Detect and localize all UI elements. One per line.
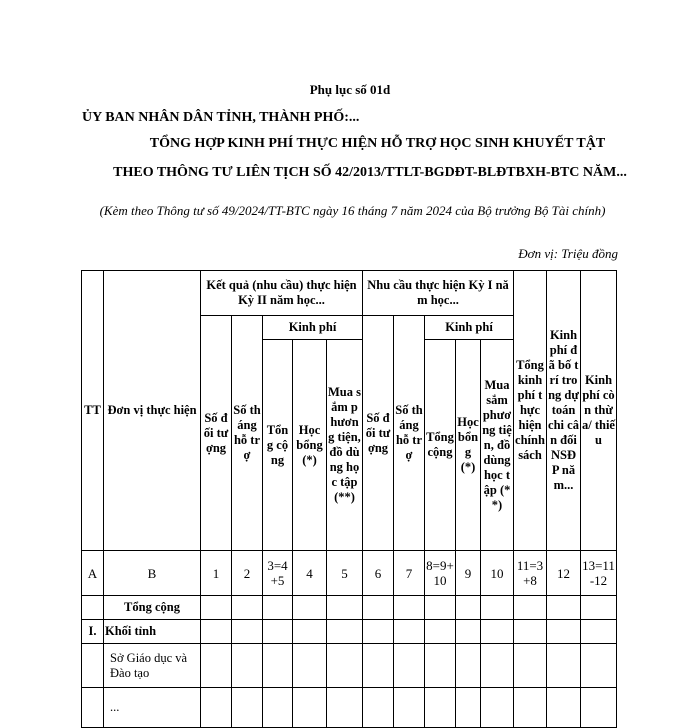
empty-cell — [456, 596, 481, 620]
header-surplus: Kinh phí còn thừa/ thiếu — [581, 271, 617, 551]
num-cell: 13=11-12 — [581, 551, 617, 596]
empty-cell — [425, 620, 456, 644]
empty-cell — [514, 688, 547, 728]
empty-cell — [363, 620, 394, 644]
row-name: Khối tỉnh — [104, 620, 201, 644]
empty-cell — [263, 596, 293, 620]
empty-cell — [327, 596, 363, 620]
empty-cell — [201, 688, 232, 728]
header-total-2: Tổng cộng — [425, 340, 456, 551]
empty-cell — [481, 688, 514, 728]
empty-cell — [293, 688, 327, 728]
empty-cell — [547, 596, 581, 620]
empty-cell — [481, 644, 514, 688]
empty-cell — [581, 620, 617, 644]
header-months-2: Số tháng hỗ trợ — [394, 316, 425, 551]
table-row — [82, 688, 617, 728]
title-line-2: THEO THÔNG TƯ LIÊN TỊCH SỐ 42/2013/TTLT-BGDĐT-BLĐTBXH-BTC NĂM... — [113, 165, 627, 180]
empty-cell — [327, 644, 363, 688]
num-cell: A — [82, 551, 104, 596]
num-cell: 4 — [293, 551, 327, 596]
num-cell: 6 — [363, 551, 394, 596]
empty-cell — [263, 688, 293, 728]
num-cell: 5 — [327, 551, 363, 596]
empty-cell — [293, 596, 327, 620]
empty-cell — [293, 644, 327, 688]
empty-cell — [514, 596, 547, 620]
empty-cell — [363, 644, 394, 688]
num-cell: 10 — [481, 551, 514, 596]
empty-cell — [481, 596, 514, 620]
empty-cell — [456, 644, 481, 688]
empty-cell — [456, 688, 481, 728]
table-row — [82, 620, 617, 644]
table-row — [82, 596, 617, 620]
empty-cell — [425, 644, 456, 688]
num-cell: 7 — [394, 551, 425, 596]
row-tt: I. — [82, 620, 104, 644]
empty-cell — [327, 688, 363, 728]
row-tt — [82, 596, 104, 620]
empty-cell — [232, 688, 263, 728]
num-cell: B — [104, 551, 201, 596]
empty-cell — [201, 596, 232, 620]
row-name: Tổng cộng — [104, 596, 201, 620]
empty-cell — [394, 596, 425, 620]
header-total-policy: Tổng kinh phí thực hiện chính sách — [514, 271, 547, 551]
num-cell: 3=4+5 — [263, 551, 293, 596]
empty-cell — [232, 620, 263, 644]
empty-cell — [363, 688, 394, 728]
empty-cell — [327, 620, 363, 644]
row-tt — [82, 688, 104, 728]
unit-label: Đơn vị: Triệu đồng — [518, 246, 618, 261]
empty-cell — [581, 644, 617, 688]
header-subjects-1: Số đối tượng — [201, 316, 232, 551]
empty-cell — [232, 596, 263, 620]
empty-cell — [481, 620, 514, 644]
header-row-1 — [82, 271, 617, 316]
empty-cell — [263, 620, 293, 644]
header-funding-2: Kinh phí — [425, 316, 514, 340]
table-row — [82, 644, 617, 688]
empty-cell — [394, 688, 425, 728]
header-total-1: Tổng cộng — [263, 340, 293, 551]
empty-cell — [547, 688, 581, 728]
title-line-1: TỔNG HỢP KINH PHÍ THỰC HIỆN HỖ TRỢ HỌC SINH KHUYẾT TẬT — [149, 136, 606, 151]
numbering-row — [82, 551, 617, 596]
header-funding-1: Kinh phí — [263, 316, 363, 340]
empty-cell — [293, 620, 327, 644]
header-scholarship-2: Học bổng (*) — [456, 340, 481, 551]
header-group-2: Nhu cầu thực hiện Kỳ I năm học... — [363, 271, 514, 316]
row-tt — [82, 644, 104, 688]
empty-cell — [514, 644, 547, 688]
num-cell: 9 — [456, 551, 481, 596]
num-cell: 12 — [547, 551, 581, 596]
empty-cell — [456, 620, 481, 644]
num-cell: 11=3+8 — [514, 551, 547, 596]
empty-cell — [363, 596, 394, 620]
num-cell: 1 — [201, 551, 232, 596]
num-cell: 2 — [232, 551, 263, 596]
header-months-1: Số tháng hỗ trợ — [232, 316, 263, 551]
header-equipment-2: Mua sắm phương tiện, đồ dùng học tập (**) — [481, 340, 514, 551]
row-name: ... — [104, 688, 201, 728]
empty-cell — [514, 620, 547, 644]
annex-label: Phụ lục số 01d — [309, 82, 391, 97]
header-scholarship-1: Học bổng (*) — [293, 340, 327, 551]
empty-cell — [425, 688, 456, 728]
province-line: ỦY BAN NHÂN DÂN TỈNH, THÀNH PHỐ:... — [82, 110, 360, 125]
empty-cell — [232, 644, 263, 688]
row-name: Sở Giáo dục và Đào tạo — [104, 644, 201, 688]
subtitle: (Kèm theo Thông tư số 49/2024/TT-BTC ngày 16 tháng 7 năm 2024 của Bộ trưởng Bộ Tài chính) — [99, 203, 606, 218]
funding-table — [81, 270, 617, 728]
header-unit: Đơn vị thực hiện — [104, 271, 201, 551]
header-subjects-2: Số đối tượng — [363, 316, 394, 551]
header-equipment-1: Mua sắm phương tiện, đồ dùng học tập (**) — [327, 340, 363, 551]
empty-cell — [581, 688, 617, 728]
empty-cell — [201, 644, 232, 688]
empty-cell — [425, 596, 456, 620]
empty-cell — [201, 620, 232, 644]
empty-cell — [263, 644, 293, 688]
num-cell: 8=9+10 — [425, 551, 456, 596]
empty-cell — [394, 644, 425, 688]
empty-cell — [394, 620, 425, 644]
empty-cell — [581, 596, 617, 620]
header-tt: TT — [82, 271, 104, 551]
header-allocated: Kinh phí đã bố trí trong dự toán chi cân đối NSĐP năm... — [547, 271, 581, 551]
header-group-1: Kết quả (nhu cầu) thực hiện Kỳ II năm học... — [201, 271, 363, 316]
empty-cell — [547, 620, 581, 644]
empty-cell — [547, 644, 581, 688]
